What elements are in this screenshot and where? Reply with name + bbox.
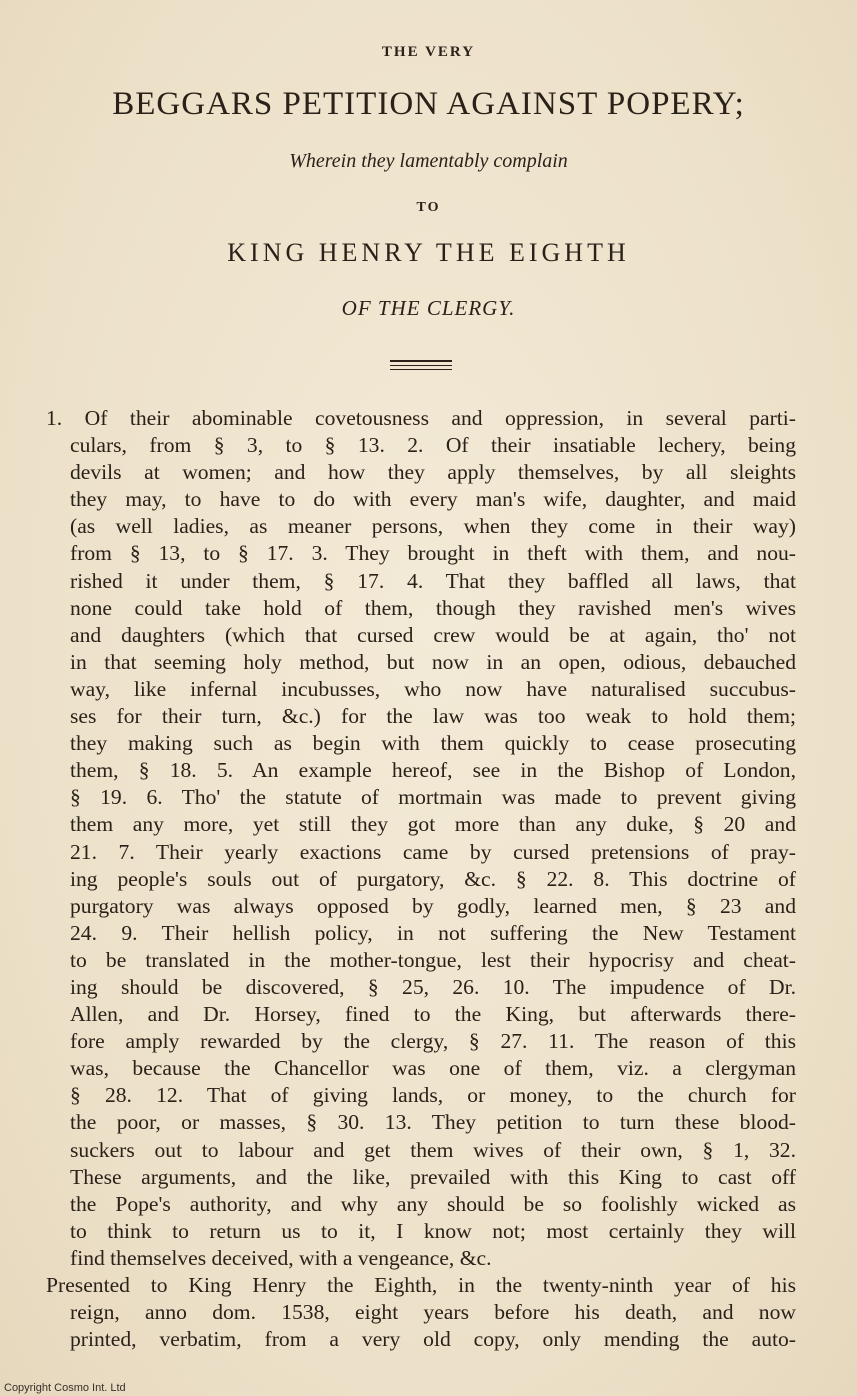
text-line: way, like infernal incubusses, who now have naturalised succubus- (70, 676, 796, 701)
ornamental-rule (390, 369, 452, 370)
text-line: and daughters (which that cursed crew would be at again, tho' not (70, 622, 796, 647)
text-line: devils at women; and how they apply themselves, by all sleights (70, 460, 796, 485)
text-line: § 19. 6. Tho' the statute of mortmain was made to prevent giving (70, 785, 796, 810)
text-line: find themselves deceived, with a vengeance, &c. (70, 1245, 492, 1270)
text-line: they may, to have to do with every man's wife, daughter, and maid (70, 487, 796, 512)
text-line: purgatory was always opposed by godly, learned men, § 23 and (70, 893, 796, 918)
text-line: ing should be discovered, § 25, 26. 10. The impudence of Dr. (70, 974, 796, 999)
text-line: 21. 7. Their yearly exactions came by cursed pretensions of pray- (70, 839, 796, 864)
text-line: to be translated in the mother-tongue, lest their hypocrisy and cheat- (70, 947, 796, 972)
text-line: Allen, and Dr. Horsey, fined to the King, but afterwards there- (70, 1002, 796, 1027)
ornamental-rule (390, 365, 452, 366)
text-line: was, because the Chancellor was one of them, viz. a clergyman (70, 1056, 796, 1081)
copyright-watermark: Copyright Cosmo Int. Ltd (4, 1382, 126, 1394)
text-line: 24. 9. Their hellish policy, in not suffering the New Testament (70, 920, 796, 945)
text-line: ing people's souls out of purgatory, &c. § 22. 8. This doctrine of (70, 866, 796, 891)
kicker-heading: THE VERY (381, 44, 476, 60)
text-line: to think to return us to it, I know not; most certainly they will (70, 1218, 796, 1243)
text-line: suckers out to labour and get them wives of their own, § 1, 32. (70, 1137, 796, 1162)
text-line: ses for their turn, &c.) for the law was too weak to hold them; (70, 704, 796, 729)
text-line: rished it under them, § 17. 4. That they baffled all laws, that (70, 568, 796, 593)
text-line: them any more, yet still they got more than any duke, § 20 and (70, 812, 796, 837)
page-title: BEGGARS PETITION AGAINST POPERY; (112, 86, 745, 122)
subtitle: Wherein they lamentably complain (289, 150, 568, 172)
text-line: reign, anno dom. 1538, eight years before his death, and now (70, 1300, 796, 1325)
king-heading: KING HENRY THE EIGHTH (227, 238, 630, 267)
text-line: (as well ladies, as meaner persons, when they come in their way) (70, 514, 796, 539)
text-line: they making such as begin with them quickly to cease prosecuting (70, 731, 796, 756)
text-line: the poor, or masses, § 30. 13. They petition to turn these blood- (70, 1110, 796, 1135)
text-line: printed, verbatim, from a very old copy, only mending the auto- (70, 1327, 796, 1352)
text-line: These arguments, and the like, prevailed with this King to cast off (70, 1164, 796, 1189)
text-line: 1. Of their abominable covetousness and oppression, in several parti- (46, 406, 796, 430)
ornamental-rule (390, 360, 452, 362)
text-line: the Pope's authority, and why any should be so foolishly wicked as (70, 1191, 796, 1216)
text-line: from § 13, to § 17. 3. They brought in theft with them, and nou- (70, 541, 796, 566)
text-line: none could take hold of them, though they ravished men's wives (70, 595, 796, 620)
text-line: § 28. 12. That of giving lands, or money, to the church for (70, 1083, 796, 1108)
clergy-heading: OF THE CLERGY. (341, 296, 516, 320)
to-heading: TO (416, 200, 441, 215)
text-line: Presented to King Henry the Eighth, in the twenty-ninth year of his (46, 1273, 796, 1297)
text-line: fore amply rewarded by the clergy, § 27. 11. The reason of this (70, 1029, 796, 1054)
summary-text (46, 405, 796, 1353)
text-line: culars, from § 3, to § 13. 2. Of their insatiable lechery, being (70, 433, 796, 458)
text-line: them, § 18. 5. An example hereof, see in the Bishop of London, (70, 758, 796, 783)
text-line: in that seeming holy method, but now in an open, odious, debauched (70, 649, 796, 674)
